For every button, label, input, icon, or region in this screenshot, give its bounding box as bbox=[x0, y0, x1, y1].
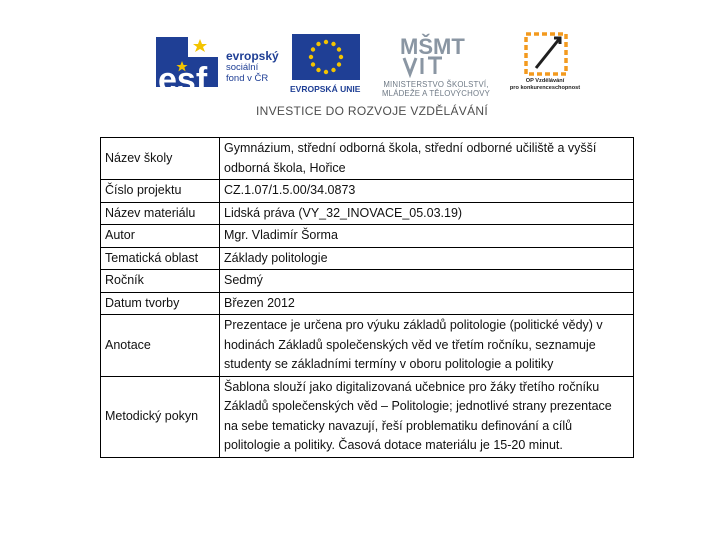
row-label: Autor bbox=[101, 225, 220, 248]
op-mark-icon bbox=[522, 30, 572, 76]
table-row bbox=[101, 225, 634, 248]
msmt-label bbox=[370, 80, 502, 98]
row-value: Sedmý bbox=[220, 270, 634, 293]
op-line-1: OP Vzdělávání bbox=[525, 78, 565, 84]
esf-line-3: fond v ČR bbox=[226, 73, 269, 84]
table-row bbox=[101, 138, 634, 180]
esf-line-1: evropský bbox=[226, 49, 279, 63]
row-label: Datum tvorby bbox=[101, 292, 220, 315]
msmt-line-2: MLÁDEŽE A TĚLOVÝCHOVY bbox=[381, 89, 491, 98]
table-row bbox=[101, 270, 634, 293]
row-value: Prezentace je určena pro výuku základů politologie (politické vědy) v hodinách Základů společenských věd ve třetím ročníku, seznamuje studenty se základními termíny v oboru politologie a politiky bbox=[220, 315, 634, 377]
row-label: Název materiálu bbox=[101, 202, 220, 225]
eu-label: EVROPSKÁ UNIE bbox=[290, 84, 361, 94]
row-value: Březen 2012 bbox=[220, 292, 634, 315]
msmt-mark-icon bbox=[398, 32, 466, 78]
msmt-line-1: MINISTERSTVO ŠKOLSTVÍ, bbox=[383, 80, 489, 89]
esf-text bbox=[226, 51, 284, 84]
row-value: Šablona slouží jako digitalizovaná učebnice pro žáky třetího ročníku Základů společenských věd – Politologie; jednotlivé strany prezentace na sebe tematicky navazují, řeší problematiku definování a cílů politologie a politiky. Časová dotace materiálu je 15-20 minut. bbox=[220, 376, 634, 457]
esf-logo bbox=[156, 33, 284, 97]
esf-mark-icon bbox=[156, 33, 218, 97]
eu-flag-icon bbox=[292, 34, 360, 80]
row-label: Tematická oblast bbox=[101, 247, 220, 270]
row-label: Anotace bbox=[101, 315, 220, 377]
table-row bbox=[101, 292, 634, 315]
row-label: Číslo projektu bbox=[101, 180, 220, 203]
row-value: Základy politologie bbox=[220, 247, 634, 270]
row-value: CZ.1.07/1.5.00/34.0873 bbox=[220, 180, 634, 203]
row-value: Gymnázium, střední odborná škola, střední odborné učiliště a vyšší odborná škola, Hořice bbox=[220, 138, 634, 180]
svg-text:MŠMT: MŠMT bbox=[400, 34, 465, 59]
row-label: Název školy bbox=[101, 138, 220, 180]
msmt-logo bbox=[370, 32, 502, 102]
row-label: Ročník bbox=[101, 270, 220, 293]
op-logo bbox=[500, 30, 590, 100]
info-table bbox=[100, 137, 634, 458]
esf-line-2: sociální bbox=[226, 62, 259, 73]
row-label: Metodický pokyn bbox=[101, 376, 220, 457]
table-row bbox=[101, 315, 634, 377]
eu-logo bbox=[290, 34, 364, 96]
svg-text:esf: esf bbox=[158, 61, 208, 97]
table-row bbox=[101, 202, 634, 225]
investice-tagline: INVESTICE DO ROZVOJE VZDĚLÁVÁNÍ bbox=[256, 104, 489, 118]
row-value: Mgr. Vladimír Šorma bbox=[220, 225, 634, 248]
op-line-2: pro konkurenceschopnost bbox=[509, 85, 581, 91]
logo-band bbox=[0, 0, 720, 130]
table-row bbox=[101, 180, 634, 203]
table-row bbox=[101, 247, 634, 270]
op-label bbox=[500, 78, 590, 92]
table-row bbox=[101, 376, 634, 457]
row-value: Lidská práva (VY_32_INOVACE_05.03.19) bbox=[220, 202, 634, 225]
